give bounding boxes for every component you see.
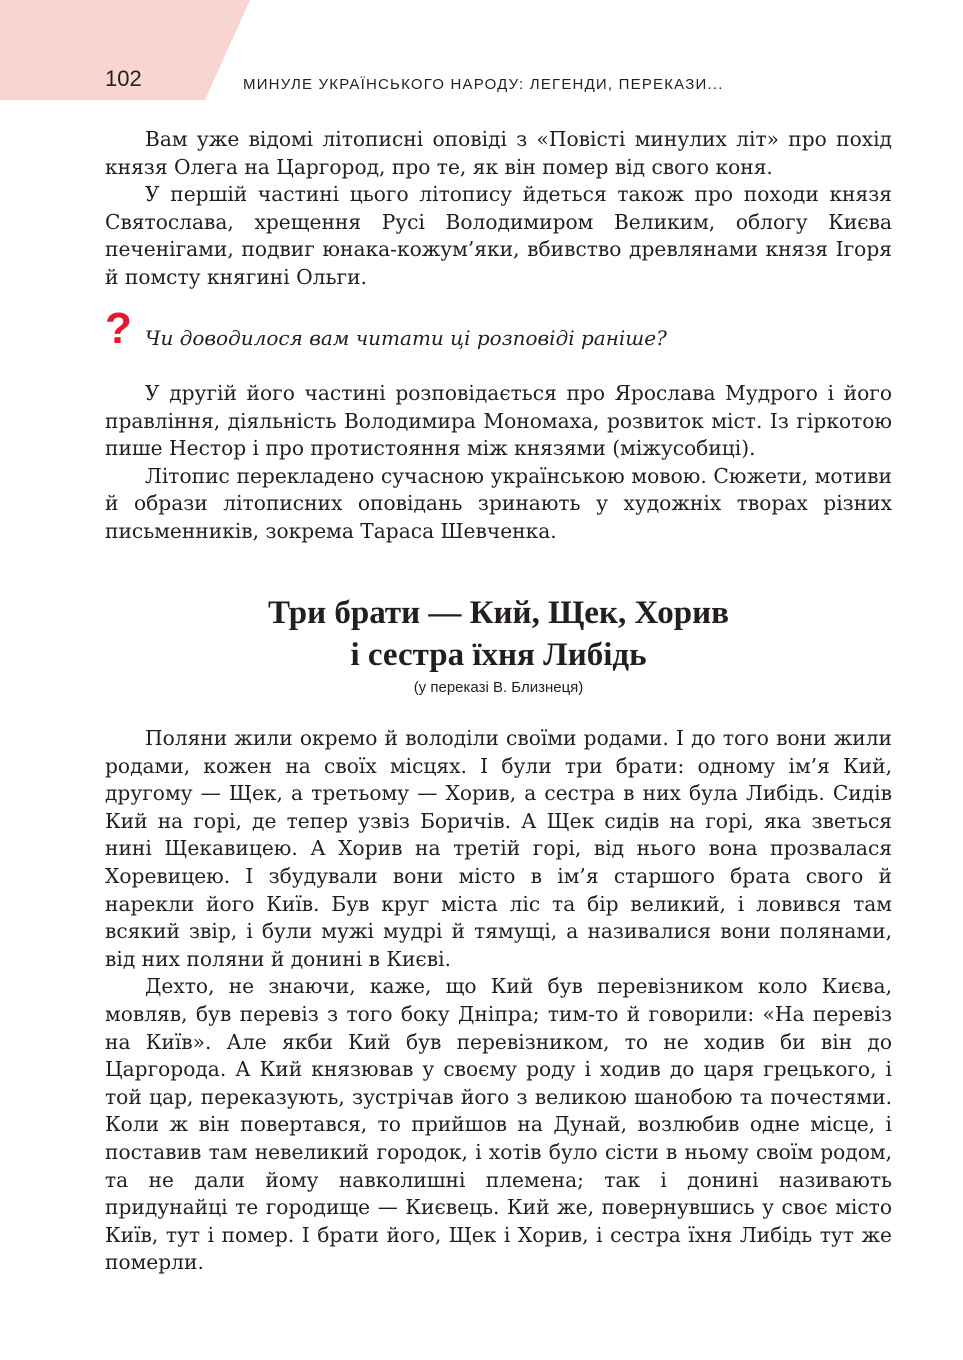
- intro-paragraph: У першій частині цього літопису йдеться також про походи князя Святослава, хрещення Русі Володимиром Великим, облогу Києва печенігами, подвиг юнака-кожум’яки, вбивство древлянами князя Ігоря й помсту княгині Ольги.: [105, 182, 892, 289]
- header-corner-band: [0, 0, 963, 110]
- intro-paragraph: У другій його частині розповідається про Ярослава Мудрого і його правління, діяльність Володимира Мономаха, розвиток міст. Із гіркотою пише Нестор і про протистояння між князями (міжусобиці).: [105, 381, 892, 461]
- page-number: 102: [105, 66, 142, 91]
- question-text: Чи доводилося вам читати ці розповіді раніше?: [145, 326, 667, 350]
- story-text: [105, 725, 892, 1277]
- story-title-line-2: і сестра їхня Либідь: [350, 637, 647, 673]
- story-heading: [105, 592, 892, 698]
- question-mark-icon: ?: [105, 304, 132, 353]
- story-paragraph: Дехто, не знаючи, каже, що Кий був перевізником коло Києва, мовляв, був перевіз з того боку Дніпра; тим-то й говорили: «На перевіз на Київ». Але якби Кий був перевізником, то не ходив би він до Царгорода. А Кий князював у своєму роду і ходив до царя грецького, і той цар, переказують, зустрічав його з великою шанобою та почестями. Коли ж він повертався, то прийшов на Дунай, возлюбив одне місце, і поставив там невеликий городок, і хотів було сісти в ньому своїм родом, та не дали йому навколишні племена; так і донині називають придунайці те городище — Києвець. Кий же, повернувшись у своє місто Київ, тут і помер. І брати його, Щек і Хорив, і сестра їхня Либідь тут же померли.: [105, 974, 892, 1275]
- intro-paragraph: Вам уже відомі літописні оповіді з «Повісті минулих літ» про похід князя Олега на Царгород, про те, як він помер від свого коня.: [105, 127, 892, 179]
- intro-text-continued: [105, 380, 892, 546]
- story-paragraph: Поляни жили окремо й володіли своїми родами. І до того вони жили родами, кожен на своїх місцях. І були три брати: одному ім’я Кий, другому — Щек, а третьому — Хорив, а сестра в них була Либідь. Сидів Кий на горі, де тепер узвіз Боричів. А Щек сидів на горі, яка зветься нині Щекавицею. А Хорив на третій горі, від нього вона прозвалася Хоревицею. І збудували вони місто в ім’я старшого брата свого й нарекли його Київ. Був круг міста ліс та бір великий, і ловився там всякий звір, і були мужі мудрі й тямущі, а називалися вони полянами, від них поляни й донині в Києві.: [105, 726, 892, 971]
- intro-paragraph: Літопис перекладено сучасною українською мовою. Сюжети, мотиви й образи літописних оповідань зринають у художніх творах різних письменників, зокрема Тараса Шевченка.: [105, 463, 892, 543]
- running-title: МИНУЛЕ УКРАЇНСЬКОГО НАРОДУ: ЛЕГЕНДИ, ПЕРЕКАЗИ...: [243, 76, 724, 93]
- story-title-line-1: Три брати — Кий, Щек, Хорив: [268, 595, 729, 631]
- intro-text: [105, 126, 892, 292]
- question-block: [105, 304, 892, 353]
- story-subtitle: (у переказі В. Близнеця): [413, 679, 584, 696]
